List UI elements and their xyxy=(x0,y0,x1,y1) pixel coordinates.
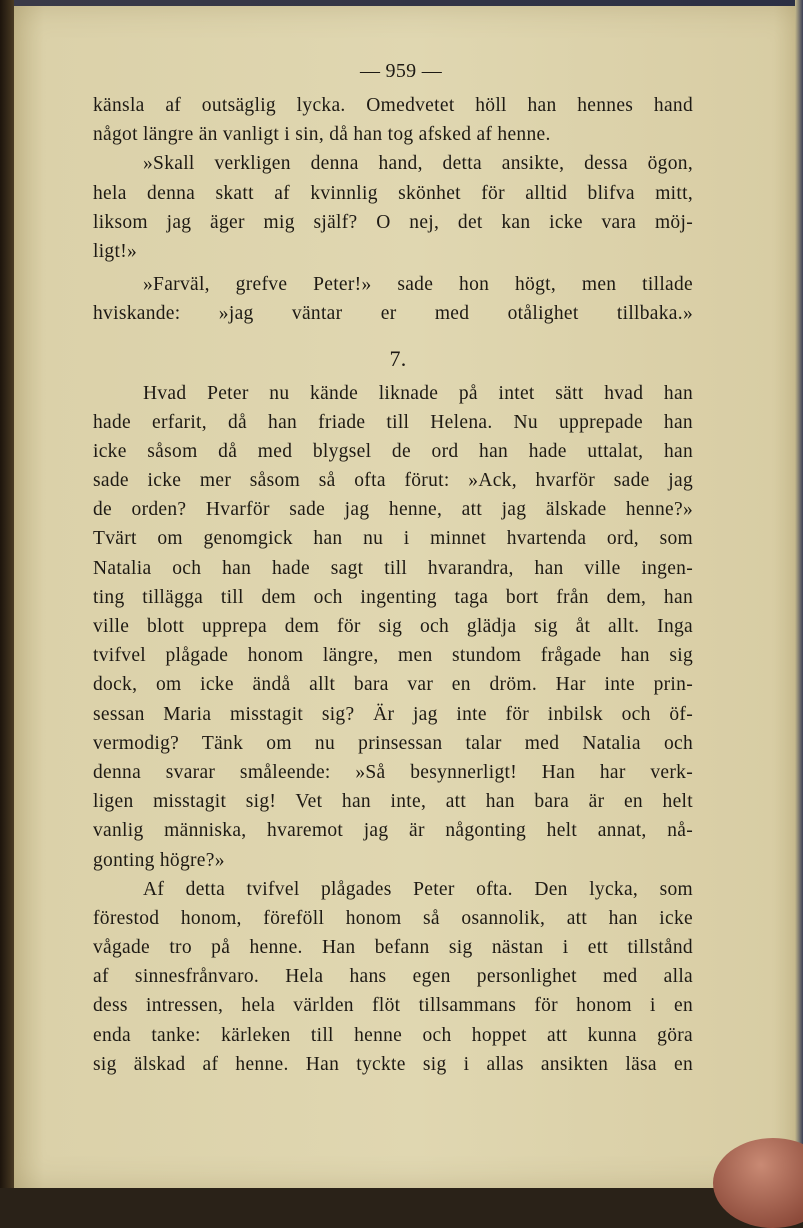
text-line: »Skall verkligen denna hand, detta ansikte, dessa ögon, xyxy=(93,149,693,178)
text-line: förestod honom, föreföll honom så osannolik, att han icke xyxy=(93,904,693,933)
text-line: Af detta tvifvel plågades Peter ofta. Den lycka, som xyxy=(93,875,693,904)
text-line: hade erfarit, då han friade till Helena. Nu upprepade han xyxy=(93,408,693,437)
text-line: af sinnesfrånvaro. Hela hans egen personlighet med alla xyxy=(93,962,693,991)
text-line: de orden? Hvarför sade jag henne, att jag älskade henne?» xyxy=(93,495,693,524)
text-line: »Farväl, grefve Peter!» sade hon högt, men tillade xyxy=(93,270,693,299)
text-line: vanlig människa, hvaremot jag är någonting helt annat, nå- xyxy=(93,816,693,845)
text-line: tvifvel plågade honom längre, men stundom frågade han sig xyxy=(93,641,693,670)
text-line: ting tillägga till dem och ingenting taga bort från dem, han xyxy=(93,583,693,612)
text-line: dess intressen, hela världen flöt tillsammans för honom i en xyxy=(93,991,693,1020)
text-line: vermodig? Tänk om nu prinsessan talar med Natalia och xyxy=(93,729,693,758)
page-number: — 959 — xyxy=(93,60,693,83)
text-line: Tvärt om genomgick han nu i minnet hvartenda ord, som xyxy=(93,524,693,553)
text-line: gonting högre?» xyxy=(93,846,693,875)
text-line: icke såsom då med blygsel de ord han hade uttalat, han xyxy=(93,437,693,466)
text-line: Hvad Peter nu kände liknade på intet sätt hvad han xyxy=(93,379,693,408)
text-line: sig älskad af henne. Han tyckte sig i allas ansikten läsa en xyxy=(93,1050,693,1079)
chapter-heading: 7. xyxy=(93,329,693,379)
text-line: ligen misstagit sig! Vet han inte, att han bara är en helt xyxy=(93,787,693,816)
book-spine xyxy=(0,0,14,1188)
text-line: ville blott upprepa dem för sig och glädja sig åt allt. Inga xyxy=(93,612,693,641)
text-line: sessan Maria misstagit sig? Är jag inte för inbilsk och öf- xyxy=(93,700,693,729)
text-line: ligt!» xyxy=(93,237,693,266)
text-line: dock, om icke ändå allt bara var en dröm. Har inte prin- xyxy=(93,670,693,699)
text-line: sade icke mer såsom så ofta förut: »Ack, hvarför sade jag xyxy=(93,466,693,495)
text-line: liksom jag äger mig själf? O nej, det kan icke vara möj- xyxy=(93,208,693,237)
page-text xyxy=(93,60,693,1079)
text-line: hviskande: »jag väntar er med otålighet tillbaka.» xyxy=(93,299,693,328)
text-line: denna svarar småleende: »Så besynnerligt! Han har verk- xyxy=(93,758,693,787)
right-edge xyxy=(795,0,803,1188)
text-line: enda tanke: kärleken till henne och hoppet att kunna göra xyxy=(93,1021,693,1050)
text-line: vågade tro på henne. Han befann sig nästan i ett tillstånd xyxy=(93,933,693,962)
text-line: något längre än vanligt i sin, då han tog afsked af henne. xyxy=(93,120,693,149)
text-line: känsla af outsäglig lycka. Omedvetet höll han hennes hand xyxy=(93,91,693,120)
text-line: hela denna skatt af kvinnlig skönhet för alltid blifva mitt, xyxy=(93,179,693,208)
text-line: Natalia och han hade sagt till hvarandra, han ville ingen- xyxy=(93,554,693,583)
